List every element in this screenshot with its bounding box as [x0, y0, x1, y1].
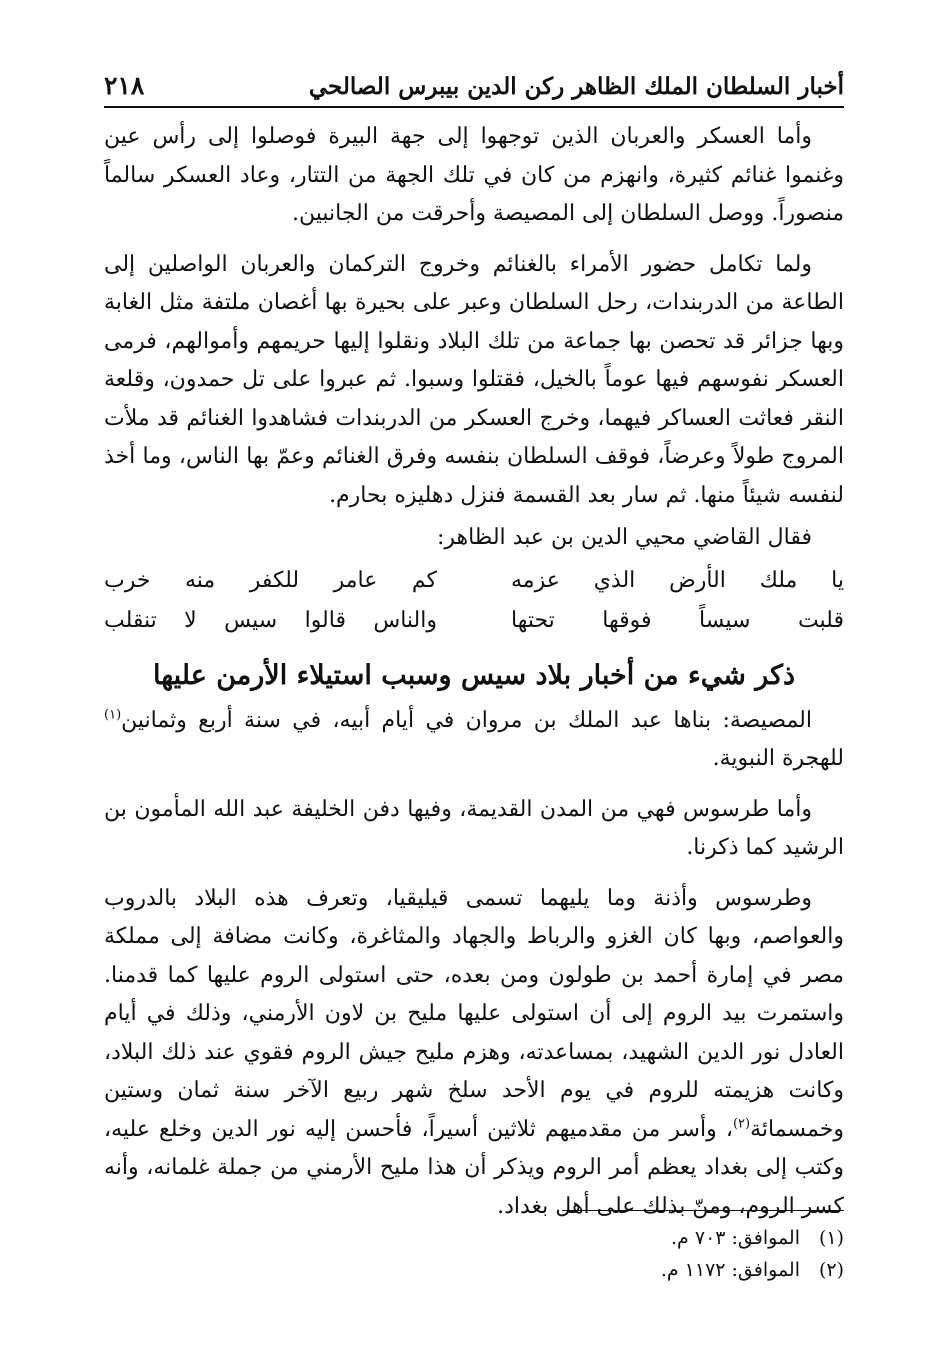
paragraph-text: للهجرة النبوية. — [712, 746, 844, 771]
footnotes — [104, 1222, 844, 1286]
paragraph-spoils: ولما تكامل حضور الأمراء بالغنائم وخروج التركمان والعربان الواصلين إلى الطاعة من الدربندات، رحل السلطان وعبر على بحيرة بها أغصان ملتفة مثل الغابة وبها جزائر قد تحصن بها جماعة من تلك البلاد ونقلوا إليها حريمهم وأموالهم، فرمى العسكر نفوسهم فيها عوماً بالخيل، فقتلوا وسبوا. ثم عبروا على تل حمدون، وقلعة النقر فعاثت العساكر فيهما، وخرج العسكر من الدربندات فشاهدوا الغنائم قد ملأت المروج طولاً وعرضاً، فوقف السلطان بنفسه وفرق الغنائم وعمّ بها الناس، وما أخذ لنفسه شيئاً منها. ثم سار بعد القسمة فنزل دهليزه بحارم. — [104, 251, 844, 508]
footnote-text: الموافق: ٧٠٣ م. — [671, 1227, 800, 1249]
paragraph-text: ، وأسر من مقدميهم ثلاثين أسيراً، فأحسن إليه نور الدين وخلع عليه، وكتب إلى بغداد يعظم أمر الروم ويذكر أن هذا مليح الأرمني من جملة غلمانه، وأنه كسر الروم، ومنّ بذلك على أهل بغداد. — [104, 1116, 844, 1219]
paragraph-text: المصيصة: بناها عبد الملك بن مروان في أيام أبيه، في سنة أربع وثمانين — [121, 707, 812, 733]
verse-first-hemistich: يا ملك الأرض الذي عزمه — [511, 568, 844, 594]
footnote-number: (٢) — [818, 1259, 844, 1281]
footnote-ref[interactable]: (١) — [104, 707, 122, 723]
poem-intro: فقال القاضي محيي الدين بن عبد الظاهر: — [436, 525, 812, 550]
footnote-number: (١) — [818, 1227, 844, 1249]
paragraph-cilicia — [104, 880, 844, 1227]
running-title: أخبار السلطان الملك الظاهر ركن الدين بيبرس الصالحي — [308, 73, 844, 100]
poem-verse — [104, 602, 844, 642]
verse-second-hemistich: كم عامر للكفر منه خرب — [104, 568, 437, 594]
paragraph-army-return: وأما العسكر والعربان الذين توجهوا إلى جهة البيرة فوصلوا إلى رأس عين وغنموا غنائم كثيرة، وانهزم من كان في تلك الجهة من التتار، وعاد العسكر سالماً منصوراً. ووصل السلطان إلى المصيصة وأحرقت من الجانبين. — [104, 124, 844, 226]
paragraph-massisa — [104, 702, 844, 779]
paragraph-tarsus: وأما طرسوس فهي من المدن القديمة، وفيها دفن الخليفة عبد الله المأمون بن الرشيد كما ذكرنا. — [104, 796, 844, 860]
footnote-separator — [562, 1210, 844, 1211]
poem-verse — [104, 562, 844, 602]
paragraph-text: وطرسوس وأذنة وما يليهما تسمى قيليقيا، وتعرف هذه البلاد بالدروب والعواصم، وبها كان الغزو والرباط والجهاد والمثاغرة، وكانت مضافة إلى مملكة مصر في إمارة أحمد بن طولون ومن بعده، حتى استولى الروم عليها كما قدمنا. واستمرت بيد الروم إلى أن استولى عليها مليح بن لاون الأرمني، وذلك في أيام العادل نور الدين الشهيد، بمساعدته، وهزم مليح جيش الروم فقوي عند ذلك البلاد، وكانت هزيمته للروم في يوم الأحد سلخ شهر ربيع الآخر سنة ثمان وستين وخمسمائة — [104, 885, 844, 1142]
footnote — [104, 1254, 844, 1286]
poem — [104, 562, 844, 642]
section-title: ذكر شيء من أخبار بلاد سيس وسبب استيلاء الأرمن عليها — [152, 659, 796, 691]
footnote-text: الموافق: ١١٧٢ م. — [660, 1259, 800, 1281]
page-number: ٢١٨ — [104, 71, 145, 100]
verse-second-hemistich: والناس قالوا سيس لا تنقلب — [104, 608, 437, 634]
main-text — [104, 118, 844, 1226]
page-header — [104, 68, 844, 108]
verse-first-hemistich: قلبت سيساً فوقها تحتها — [511, 608, 844, 634]
footnote-ref[interactable]: (٢) — [732, 1116, 751, 1132]
footnote — [104, 1222, 844, 1254]
